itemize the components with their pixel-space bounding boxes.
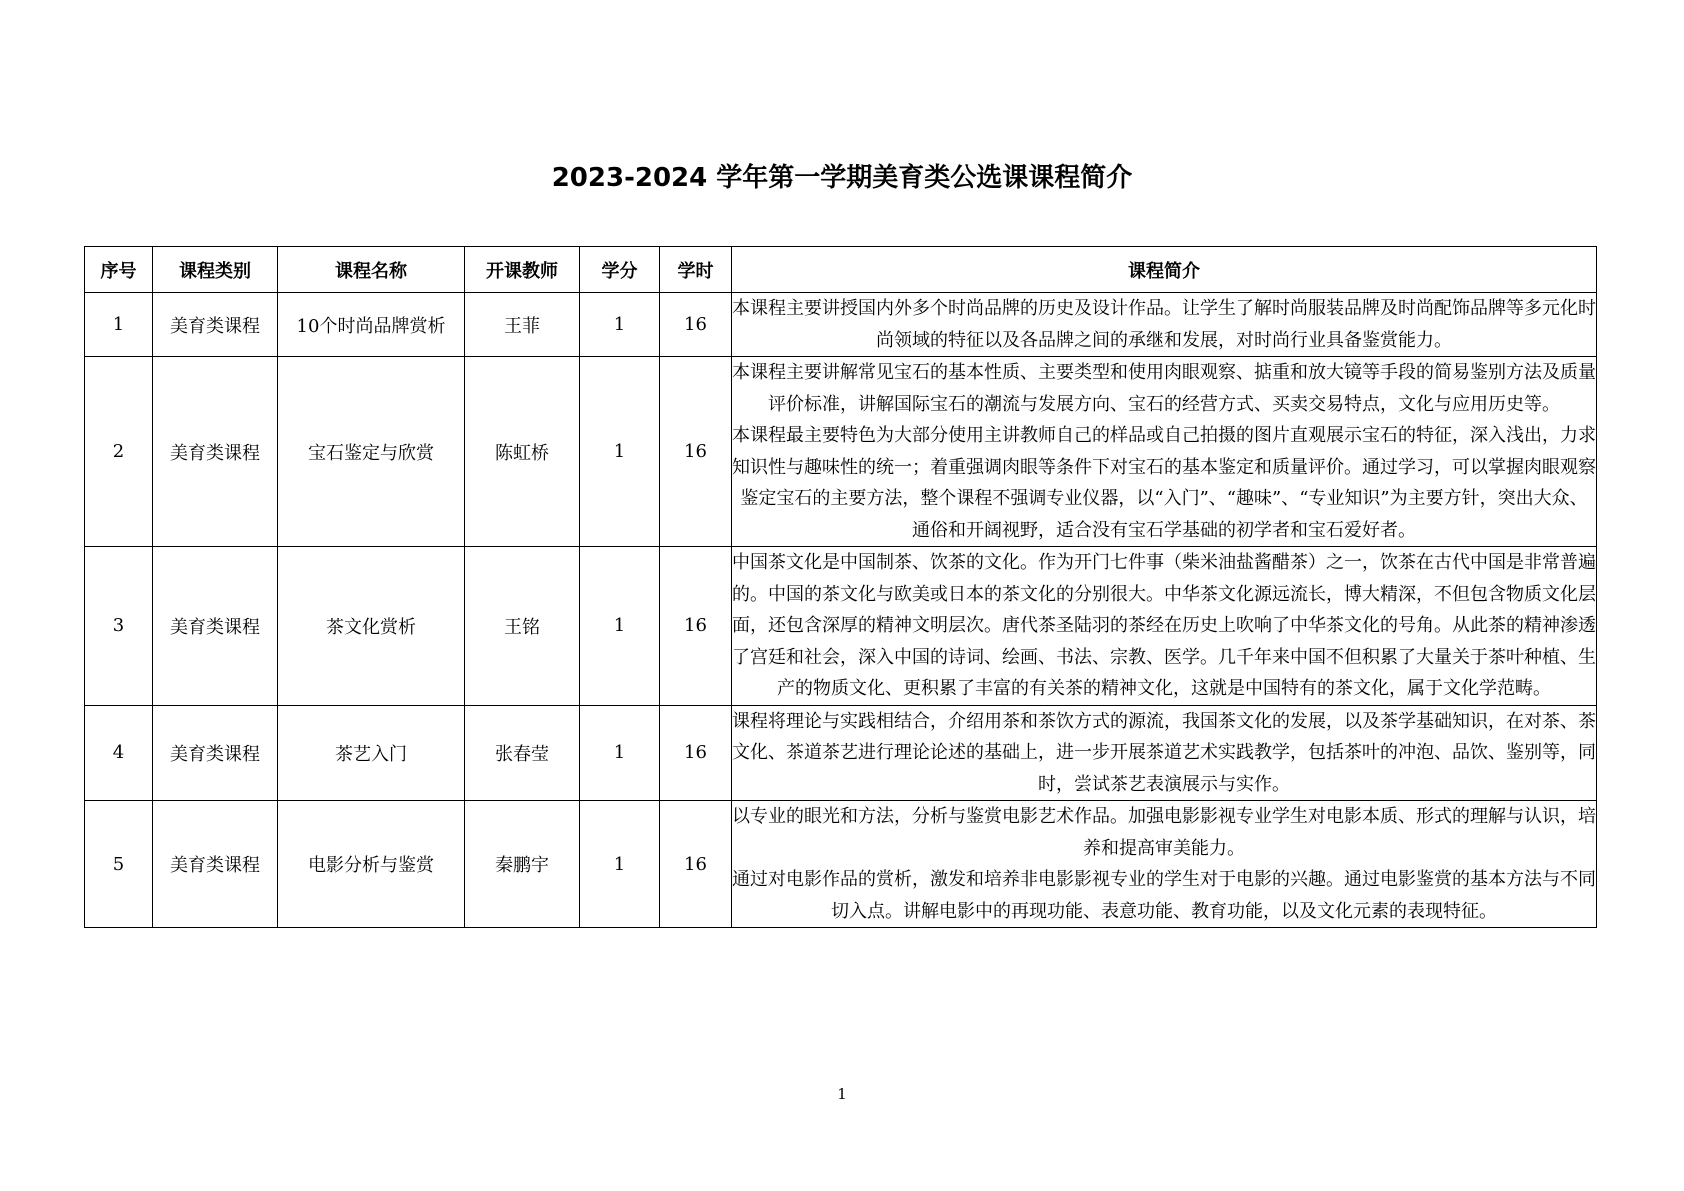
row-category: 美育类课程 xyxy=(153,293,278,357)
table-row xyxy=(85,293,1597,357)
header-index: 序号 xyxy=(85,247,153,293)
row-index: 3 xyxy=(85,547,153,706)
page-title: 2023-2024 学年第一学期美育类公选课课程简介 xyxy=(551,163,1133,193)
row-hours: 16 xyxy=(660,801,732,928)
page-number: 1 xyxy=(837,1085,847,1103)
table-row xyxy=(85,357,1597,547)
table-header-row xyxy=(85,247,1597,293)
row-category: 美育类课程 xyxy=(153,801,278,928)
row-description xyxy=(732,705,1597,801)
header-category: 课程类别 xyxy=(153,247,278,293)
description-paragraph: 本课程主要讲解常见宝石的基本性质、主要类型和使用肉眼观察、掂重和放大镜等手段的简易鉴别方法及质量评价标准，讲解国际宝石的潮流与发展方向、宝石的经营方式、买卖交易特点，文化与应用历史等。 xyxy=(732,362,1596,415)
row-course-name: 茶文化赏析 xyxy=(278,547,465,706)
table-row xyxy=(85,705,1597,801)
row-index: 2 xyxy=(85,357,153,547)
row-category: 美育类课程 xyxy=(153,705,278,801)
row-teacher: 陈虹桥 xyxy=(465,357,580,547)
course-table xyxy=(84,246,1597,928)
header-course-name: 课程名称 xyxy=(278,247,465,293)
row-credits: 1 xyxy=(580,547,660,706)
row-category: 美育类课程 xyxy=(153,357,278,547)
row-course-name: 宝石鉴定与欣赏 xyxy=(278,357,465,547)
description-paragraph: 中国茶文化是中国制茶、饮茶的文化。作为开门七件事（柴米油盐酱醋茶）之一，饮茶在古代中国是非常普遍的。中国的茶文化与欧美或日本的茶文化的分别很大。中华茶文化源远流长，博大精深，不但包含物质文化层面，还包含深厚的精神文明层次。唐代茶圣陆羽的茶经在历史上吹响了中华茶文化的号角。从此茶的精神渗透了宫廷和社会，深入中国的诗词、绘画、书法、宗教、医学。几千年来中国不但积累了大量关于茶叶种植、生产的物质文化、更积累了丰富的有关茶的精神文化，这就是中国特有的茶文化，属于文化学范畴。 xyxy=(732,552,1596,699)
table-row xyxy=(85,801,1597,928)
header-description: 课程简介 xyxy=(732,247,1597,293)
description-paragraph: 通过对电影作品的赏析，激发和培养非电影影视专业的学生对于电影的兴趣。通过电影鉴赏的基本方法与不同切入点。讲解电影中的再现功能、表意功能、教育功能，以及文化元素的表现特征。 xyxy=(732,869,1596,922)
row-credits: 1 xyxy=(580,801,660,928)
row-index: 1 xyxy=(85,293,153,357)
row-teacher: 王铭 xyxy=(465,547,580,706)
row-category: 美育类课程 xyxy=(153,547,278,706)
row-hours: 16 xyxy=(660,357,732,547)
row-index: 4 xyxy=(85,705,153,801)
row-course-name: 10个时尚品牌赏析 xyxy=(278,293,465,357)
row-teacher: 张春莹 xyxy=(465,705,580,801)
row-hours: 16 xyxy=(660,547,732,706)
row-credits: 1 xyxy=(580,705,660,801)
row-teacher: 王菲 xyxy=(465,293,580,357)
row-teacher: 秦鹏宇 xyxy=(465,801,580,928)
table-row xyxy=(85,547,1597,706)
row-description xyxy=(732,357,1597,547)
row-hours: 16 xyxy=(660,293,732,357)
description-paragraph: 本课程最主要特色为大部分使用主讲教师自己的样品或自己拍摄的图片直观展示宝石的特征，深入浅出，力求知识性与趣味性的统一；着重强调肉眼等条件下对宝石的基本鉴定和质量评价。通过学习，可以掌握肉眼观察鉴定宝石的主要方法，整个课程不强调专业仪器，以“入门”、“趣味”、“专业知识”为主要方针，突出大众、通俗和开阔视野，适合没有宝石学基础的初学者和宝石爱好者。 xyxy=(732,425,1596,541)
header-teacher: 开课教师 xyxy=(465,247,580,293)
description-paragraph: 本课程主要讲授国内外多个时尚品牌的历史及设计作品。让学生了解时尚服装品牌及时尚配饰品牌等多元化时尚领域的特征以及各品牌之间的承继和发展，对时尚行业具备鉴赏能力。 xyxy=(732,298,1596,351)
row-credits: 1 xyxy=(580,293,660,357)
header-hours: 学时 xyxy=(660,247,732,293)
row-hours: 16 xyxy=(660,705,732,801)
row-credits: 1 xyxy=(580,357,660,547)
description-paragraph: 课程将理论与实践相结合，介绍用茶和茶饮方式的源流，我国茶文化的发展，以及茶学基础知识，在对茶、茶文化、茶道茶艺进行理论论述的基础上，进一步开展茶道艺术实践教学，包括茶叶的冲泡、品饮、鉴别等，同时，尝试茶艺表演展示与实作。 xyxy=(732,710,1596,795)
row-description xyxy=(732,547,1597,706)
description-paragraph: 以专业的眼光和方法，分析与鉴赏电影艺术作品。加强电影影视专业学生对电影本质、形式的理解与认识，培养和提高审美能力。 xyxy=(732,806,1596,859)
header-credits: 学分 xyxy=(580,247,660,293)
row-course-name: 电影分析与鉴赏 xyxy=(278,801,465,928)
row-description xyxy=(732,293,1597,357)
row-description xyxy=(732,801,1597,928)
row-course-name: 茶艺入门 xyxy=(278,705,465,801)
row-index: 5 xyxy=(85,801,153,928)
